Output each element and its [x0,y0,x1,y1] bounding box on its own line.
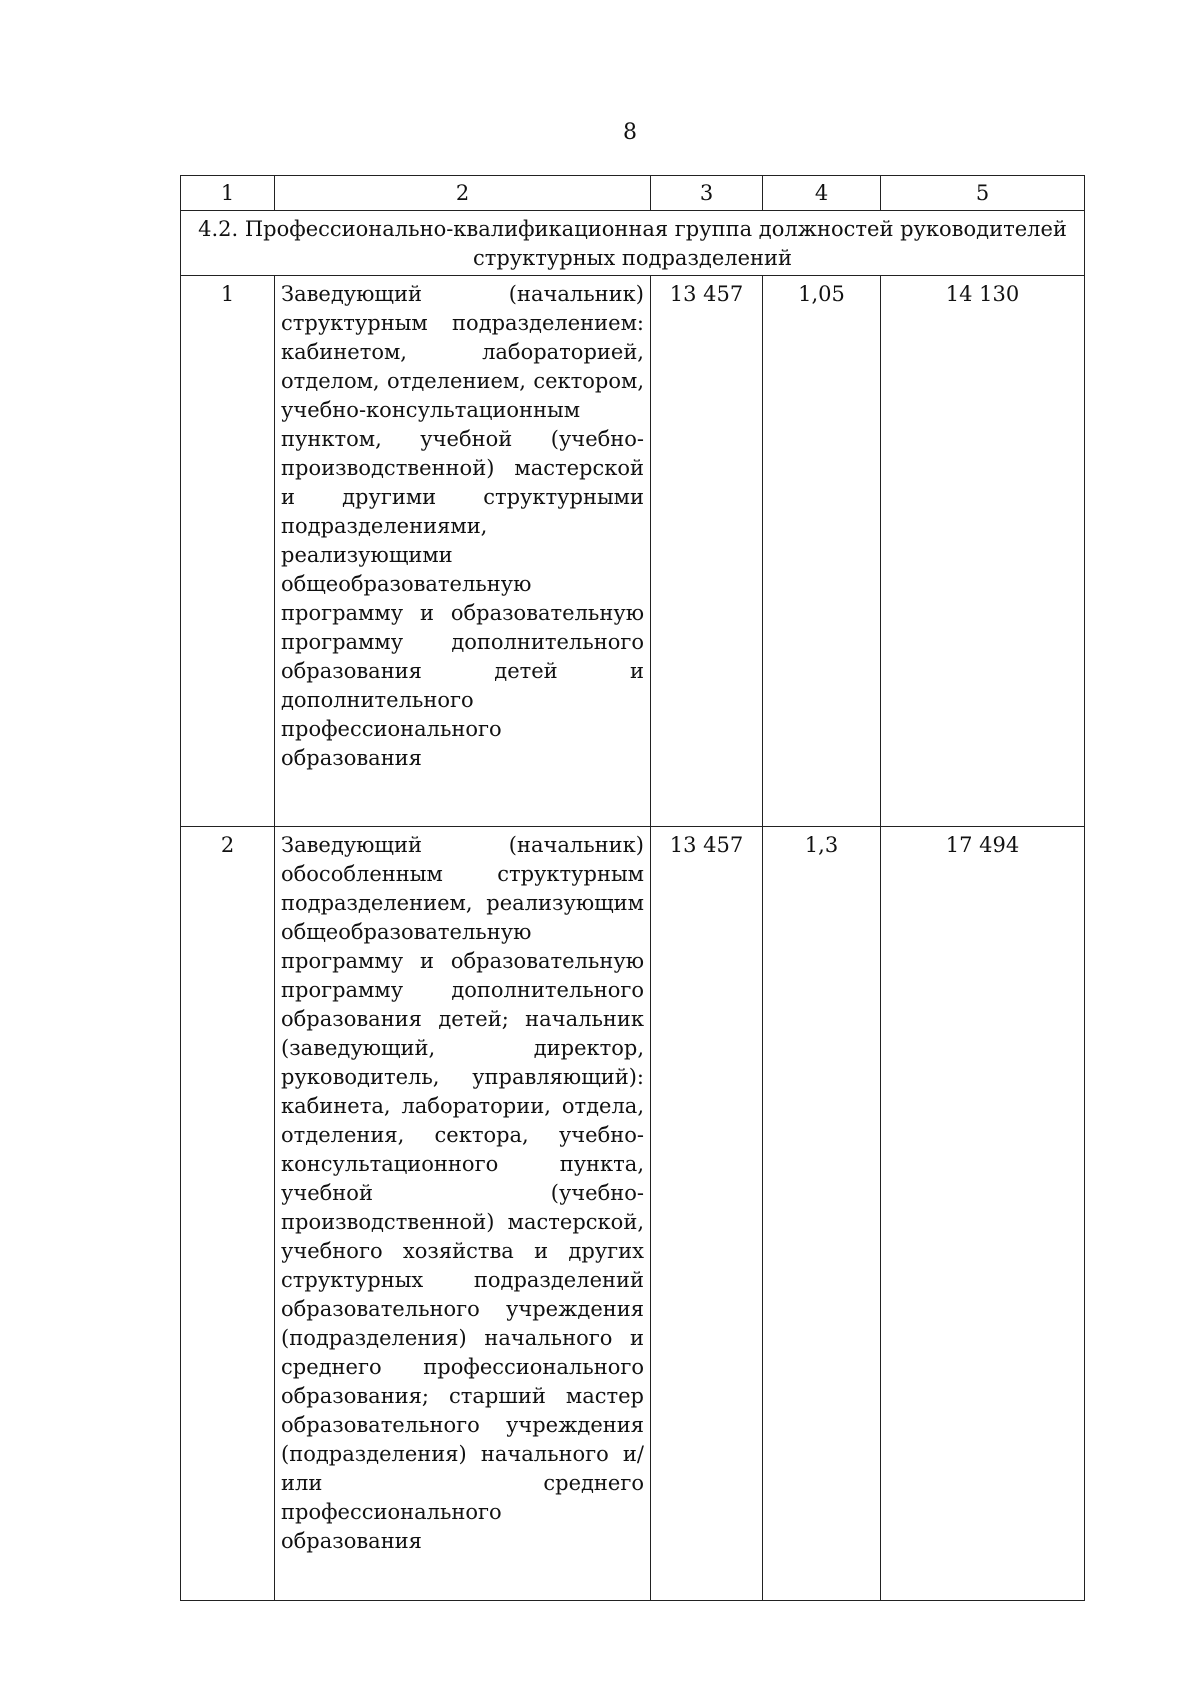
row-number: 2 [181,827,275,1601]
page-number: 8 [623,120,637,145]
header-cell: 5 [881,176,1085,211]
table-row [181,276,1085,827]
row-number: 1 [181,276,275,827]
base-salary: 13 457 [651,827,763,1601]
coefficient: 1,05 [763,276,881,827]
salary-total: 17 494 [881,827,1085,1601]
header-cell: 1 [181,176,275,211]
group-title-row [181,211,1085,276]
table-header-row [181,176,1085,211]
table-row [181,827,1085,1601]
position-description: Заведующий (начальник) структурным подразделением: кабинетом, лабораторией, отделом, отделением, сектором, учебно-консультационным пунктом, учебной (учебно-производственной) мастерской и другими структурными подразделениями, реализующими общеобразовательную программу и образовательную программу дополнительного образования детей и дополнительного профессионального образования [275,276,651,827]
header-cell: 3 [651,176,763,211]
position-description: Заведующий (начальник) обособленным структурным подразделением, реализующим общеобразовательную программу и образовательную программу дополнительного образования детей; начальник (заведующий, директор, руководитель, управляющий): кабинета, лаборатории, отдела, отделения, сектора, учебно-консультационного пункта, учебной (учебно-производственной) мастерской, учебного хозяйства и других структурных подразделений образовательного учреждения (подразделения) начального и среднего профессионального образования; старший мастер образовательного учреждения (подразделения) начального и/или среднего профессионального образования [275,827,651,1601]
coefficient: 1,3 [763,827,881,1601]
group-title: 4.2. Профессионально-квалификационная группа должностей руководителей структурных подразделений [181,211,1085,276]
base-salary: 13 457 [651,276,763,827]
header-cell: 4 [763,176,881,211]
salary-table [180,175,1085,1601]
salary-total: 14 130 [881,276,1085,827]
header-cell: 2 [275,176,651,211]
